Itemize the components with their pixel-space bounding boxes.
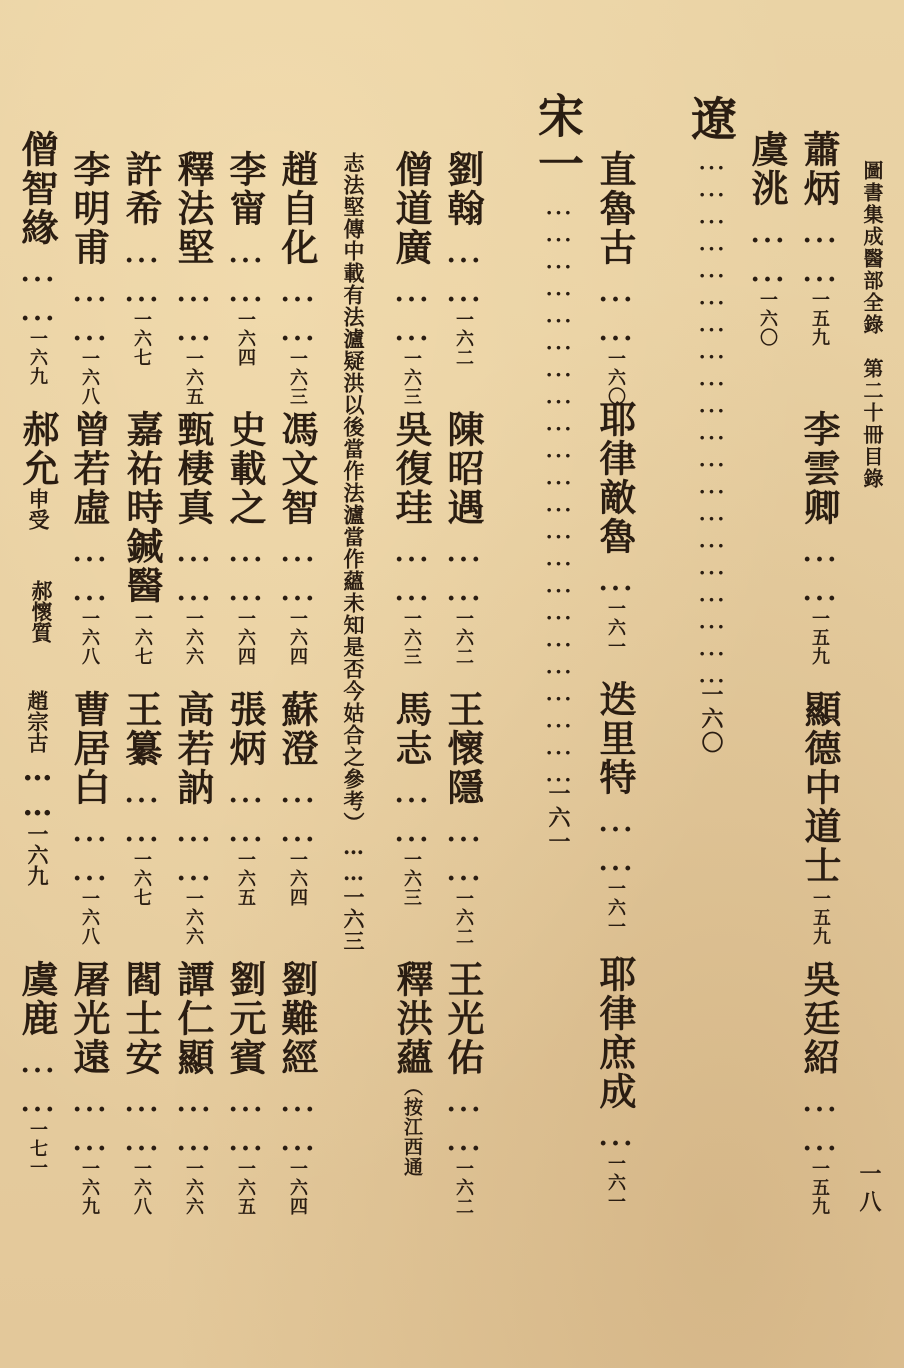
toc-column-12a xyxy=(15,130,59,386)
entry-page: 一六〇 xyxy=(605,349,626,406)
entry-page: 一五九 xyxy=(809,290,830,347)
toc-entry[interactable] xyxy=(223,150,267,367)
entry-name: 直魯古 xyxy=(593,150,637,267)
toc-column-1c xyxy=(798,690,842,946)
toc-entry[interactable] xyxy=(389,150,433,406)
leader-dots: …… xyxy=(224,768,267,846)
toc-entry[interactable] xyxy=(797,130,841,430)
leader-dots: …… xyxy=(442,228,485,306)
entry-name: 屠光遠 xyxy=(67,960,111,1077)
entry-name: 蘇澄 xyxy=(275,690,319,768)
entry-name: 劉翰 xyxy=(441,150,485,228)
toc-entry[interactable] xyxy=(797,410,841,666)
toc-column-9a xyxy=(171,150,215,406)
entry-name: 王懷隱 xyxy=(441,690,485,807)
leader-dots: …… xyxy=(442,807,485,885)
leader-dots: …… xyxy=(120,228,163,306)
annotation-continuation xyxy=(343,152,364,952)
entry-name: 蕭炳 xyxy=(797,130,841,208)
toc-entry[interactable] xyxy=(275,150,319,406)
toc-entry-sub3[interactable] xyxy=(20,690,55,886)
toc-entry[interactable] xyxy=(15,130,59,386)
toc-entry[interactable] xyxy=(797,960,841,1216)
leader-dots: …… xyxy=(68,267,111,345)
toc-column-3a xyxy=(593,150,637,406)
section-title: 遼 xyxy=(684,95,738,143)
entry-page: 一六二 xyxy=(453,1159,474,1216)
toc-column-8c xyxy=(223,690,267,907)
toc-column-3d xyxy=(593,955,637,1211)
entry-name: 劉難經 xyxy=(275,960,319,1077)
annotation-note: （按江西通 xyxy=(401,1077,423,1177)
toc-column-10b xyxy=(120,410,164,666)
toc-column-8d xyxy=(223,960,267,1216)
entry-name: 虞鹿 xyxy=(15,960,59,1038)
leader-dots: …… xyxy=(594,267,637,345)
entry-name: 張炳 xyxy=(223,690,267,768)
toc-column-1 xyxy=(797,130,841,430)
entry-page: 一六三 xyxy=(341,886,366,952)
toc-entry[interactable] xyxy=(119,690,163,907)
entry-name: 趙自化 xyxy=(275,150,319,267)
entry-page: 一六五 xyxy=(183,349,204,406)
toc-column-7c xyxy=(275,690,319,907)
leader-dots: …… xyxy=(746,208,789,286)
leader-dots: …… xyxy=(442,527,485,605)
leader-dots: ………………………………………………………… xyxy=(542,188,575,782)
toc-column-12b xyxy=(16,410,60,530)
entry-name: 吳廷紹 xyxy=(797,960,841,1077)
entry-page: 一六五 xyxy=(235,850,256,907)
toc-entry[interactable] xyxy=(275,410,319,666)
entry-page: 一六四 xyxy=(287,1159,308,1216)
toc-entry[interactable] xyxy=(745,130,789,347)
toc-entry[interactable] xyxy=(67,150,111,406)
entry-page: 一六八 xyxy=(79,889,100,946)
leader-dots: …… xyxy=(224,1077,267,1155)
toc-entry-sub2[interactable] xyxy=(31,580,52,643)
entry-name: 耶律敵魯 xyxy=(593,400,637,556)
toc-entry[interactable] xyxy=(171,150,215,406)
entry-page: 一五九 xyxy=(809,1159,830,1216)
entry-name: 郝允 xyxy=(16,410,60,488)
toc-column-10c xyxy=(119,690,163,907)
leader-dots: …………………………………………………… xyxy=(695,143,728,683)
entry-page: 一六三 xyxy=(287,349,308,406)
leader-dots: …… xyxy=(442,1077,485,1155)
entry-page: 一六一 xyxy=(605,879,626,936)
toc-column-5b xyxy=(389,410,433,666)
toc-column-11d xyxy=(67,960,111,1216)
entry-name: 李明甫 xyxy=(67,150,111,267)
entry-name: 嘉祐時鍼醫 xyxy=(120,410,164,605)
leader-dots: …… xyxy=(16,1038,59,1116)
entry-name: 王光佑 xyxy=(441,960,485,1077)
toc-entry[interactable] xyxy=(119,150,163,367)
leader-dots: …… xyxy=(172,1077,215,1155)
leader-dots: …… xyxy=(276,768,319,846)
entry-page: 一六四 xyxy=(287,850,308,907)
leader-dots: …… xyxy=(276,1077,319,1155)
toc-entry[interactable] xyxy=(120,410,164,666)
leader-dots: …… xyxy=(798,208,841,286)
toc-column-2 xyxy=(745,130,789,347)
toc-column-4a xyxy=(441,150,485,367)
entry-name: 郝懷質 xyxy=(29,580,54,643)
toc-entry[interactable] xyxy=(389,690,433,907)
leader-dots: …… xyxy=(390,267,433,345)
entry-name: 曹居白 xyxy=(67,690,111,807)
toc-column-10d xyxy=(119,960,163,1216)
toc-column-4b xyxy=(441,410,485,666)
toc-column-11a xyxy=(67,150,111,406)
entry-page: 一六一 xyxy=(605,599,626,656)
entry-name: 僧智緣 xyxy=(15,130,59,247)
entry-name: 劉元賓 xyxy=(223,960,267,1077)
toc-column-9d xyxy=(171,960,215,1216)
toc-column-3c xyxy=(593,680,637,936)
toc-column-8a xyxy=(223,150,267,367)
toc-entry[interactable] xyxy=(441,960,485,1216)
toc-entry[interactable] xyxy=(390,960,434,1177)
leader-dots: …… xyxy=(276,527,319,605)
entry-page: 一六三 xyxy=(401,609,422,666)
entry-page: 一六九 xyxy=(79,1159,100,1216)
toc-column-11c xyxy=(67,690,111,946)
toc-entry[interactable] xyxy=(275,690,319,907)
entry-name: 迭里特 xyxy=(593,680,637,797)
entry-page: 一七一 xyxy=(27,1120,48,1177)
annotation-text: 志法堅傳中載有法瀘疑洪以後當作法瀘當作蘊未知是否今姑合之參考） xyxy=(341,152,366,834)
entry-name: 顯德中道士 xyxy=(798,690,842,885)
entry-page: 一六〇 xyxy=(757,290,778,347)
leader-dots: …… xyxy=(120,768,163,846)
toc-entry[interactable] xyxy=(798,690,842,946)
entry-name: 王纂 xyxy=(119,690,163,768)
entry-subname: 申受 xyxy=(26,488,51,530)
entry-page: 一六一 xyxy=(605,1154,626,1211)
leader-dots: …… xyxy=(16,247,59,325)
leader-dots: …… xyxy=(224,527,267,605)
entry-page: 一六五 xyxy=(235,1159,256,1216)
entry-page: 一六九 xyxy=(27,329,48,386)
leader-dots: …… xyxy=(68,527,111,605)
entry-name: 釋洪蘊 xyxy=(390,960,434,1077)
entry-page: 一六三 xyxy=(401,349,422,406)
leader-dots: …… xyxy=(594,797,637,875)
leader-dots: …… xyxy=(172,807,215,885)
entry-page: 一六七 xyxy=(131,850,152,907)
leader-dots: …… xyxy=(172,267,215,345)
entry-page: 一六六 xyxy=(183,889,204,946)
toc-column-7b xyxy=(275,410,319,666)
entry-name: 耶律庶成 xyxy=(593,955,637,1111)
toc-column-3b xyxy=(593,400,637,656)
leader-dots: …… xyxy=(390,527,433,605)
entry-name: 史載之 xyxy=(223,410,267,527)
toc-entry[interactable] xyxy=(67,410,111,666)
toc-column-1d xyxy=(797,960,841,1216)
toc-entry[interactable] xyxy=(67,690,111,946)
entry-name: 閻士安 xyxy=(119,960,163,1077)
leader-dots: …… xyxy=(68,1077,111,1155)
toc-entry[interactable] xyxy=(171,690,215,946)
entry-name: 馮文智 xyxy=(275,410,319,527)
entry-page: 一六九 xyxy=(25,823,50,886)
entry-page: 一六七 xyxy=(131,310,152,367)
toc-column-1b xyxy=(797,410,841,666)
leader-dots: …… xyxy=(68,807,111,885)
entry-name: 甄棲真 xyxy=(171,410,215,527)
section-title: 宋一 xyxy=(531,92,585,188)
entry-name: 許希 xyxy=(119,150,163,228)
leader-dots: …… xyxy=(798,527,841,605)
toc-entry[interactable] xyxy=(441,410,485,666)
leader-dots: …… xyxy=(20,753,55,823)
leader-dots: …… xyxy=(276,267,319,345)
toc-column-8b xyxy=(223,410,267,666)
entry-page: 一六六 xyxy=(183,609,204,666)
toc-column-4c xyxy=(441,690,485,946)
toc-entry[interactable] xyxy=(15,960,59,1177)
entry-name: 僧道廣 xyxy=(389,150,433,267)
page-number: 一八 xyxy=(856,1162,882,1218)
toc-entry[interactable] xyxy=(119,960,163,1216)
leader-dots: …… xyxy=(120,1077,163,1155)
toc-entry[interactable] xyxy=(275,960,319,1216)
entry-page: 一六二 xyxy=(453,310,474,367)
toc-entry[interactable] xyxy=(67,960,111,1216)
toc-entry[interactable] xyxy=(593,955,637,1211)
toc-entry[interactable] xyxy=(223,690,267,907)
entry-page: 一六六 xyxy=(183,1159,204,1216)
toc-entry[interactable] xyxy=(389,410,433,666)
entry-page: 一六四 xyxy=(235,310,256,367)
toc-column-12d xyxy=(15,960,59,1177)
toc-column-4d xyxy=(441,960,485,1216)
entry-page: 一六二 xyxy=(453,889,474,946)
entry-name: 趙宗古 xyxy=(25,690,50,753)
entry-page: 一五九 xyxy=(810,889,831,946)
toc-column-7a xyxy=(275,150,319,406)
leader-dots: …… xyxy=(798,1077,841,1155)
toc-entry[interactable] xyxy=(171,410,215,666)
leader-dots: … xyxy=(594,556,637,595)
section-page: 一六〇 xyxy=(698,683,724,755)
entry-name: 釋法堅 xyxy=(171,150,215,267)
leader-dots: …… xyxy=(224,228,267,306)
page-header: 圖書集成醫部全錄 第二十冊目錄 xyxy=(860,160,884,490)
toc-column-7d xyxy=(275,960,319,1216)
entry-page: 一六四 xyxy=(287,609,308,666)
entry-name: 曾若虛 xyxy=(67,410,111,527)
entry-name: 虞洮 xyxy=(745,130,789,208)
leader-dots: … xyxy=(594,1111,637,1150)
toc-column-11b xyxy=(67,410,111,666)
toc-entry[interactable] xyxy=(171,960,215,1216)
entry-page: 一六八 xyxy=(79,609,100,666)
leader-dots: …… xyxy=(390,768,433,846)
toc-entry[interactable] xyxy=(223,410,267,666)
toc-column-9c xyxy=(171,690,215,946)
entry-name: 高若訥 xyxy=(171,690,215,807)
toc-column-5c xyxy=(389,690,433,907)
entry-page: 一六八 xyxy=(79,349,100,406)
entry-page: 一六四 xyxy=(235,609,256,666)
entry-name: 譚仁顯 xyxy=(171,960,215,1077)
section-song[interactable] xyxy=(531,92,585,854)
toc-column-5d xyxy=(390,960,434,1177)
entry-name: 馬志 xyxy=(389,690,433,768)
entry-page: 一五九 xyxy=(809,609,830,666)
section-page: 一六一 xyxy=(545,782,571,854)
entry-name: 吳復珪 xyxy=(389,410,433,527)
entry-page: 一六八 xyxy=(131,1159,152,1216)
toc-column-10a xyxy=(119,150,163,367)
toc-entry[interactable] xyxy=(441,150,485,367)
toc-entry[interactable] xyxy=(441,690,485,946)
toc-column-9b xyxy=(171,410,215,666)
toc-entry[interactable] xyxy=(593,680,637,936)
leader-dots: …… xyxy=(172,527,215,605)
toc-entry[interactable] xyxy=(593,400,637,656)
entry-name: 李甯 xyxy=(223,150,267,228)
entry-name: 陳昭遇 xyxy=(441,410,485,527)
leader-dots: …… xyxy=(341,834,366,886)
toc-entry[interactable] xyxy=(593,150,637,406)
toc-entry[interactable] xyxy=(16,410,60,530)
section-liao[interactable] xyxy=(684,95,738,755)
entry-page: 一六三 xyxy=(401,850,422,907)
entry-page: 一六七 xyxy=(132,609,153,666)
toc-entry[interactable] xyxy=(223,960,267,1216)
toc-column-5a xyxy=(389,150,433,406)
entry-name: 李雲卿 xyxy=(797,410,841,527)
entry-page: 一六二 xyxy=(453,609,474,666)
